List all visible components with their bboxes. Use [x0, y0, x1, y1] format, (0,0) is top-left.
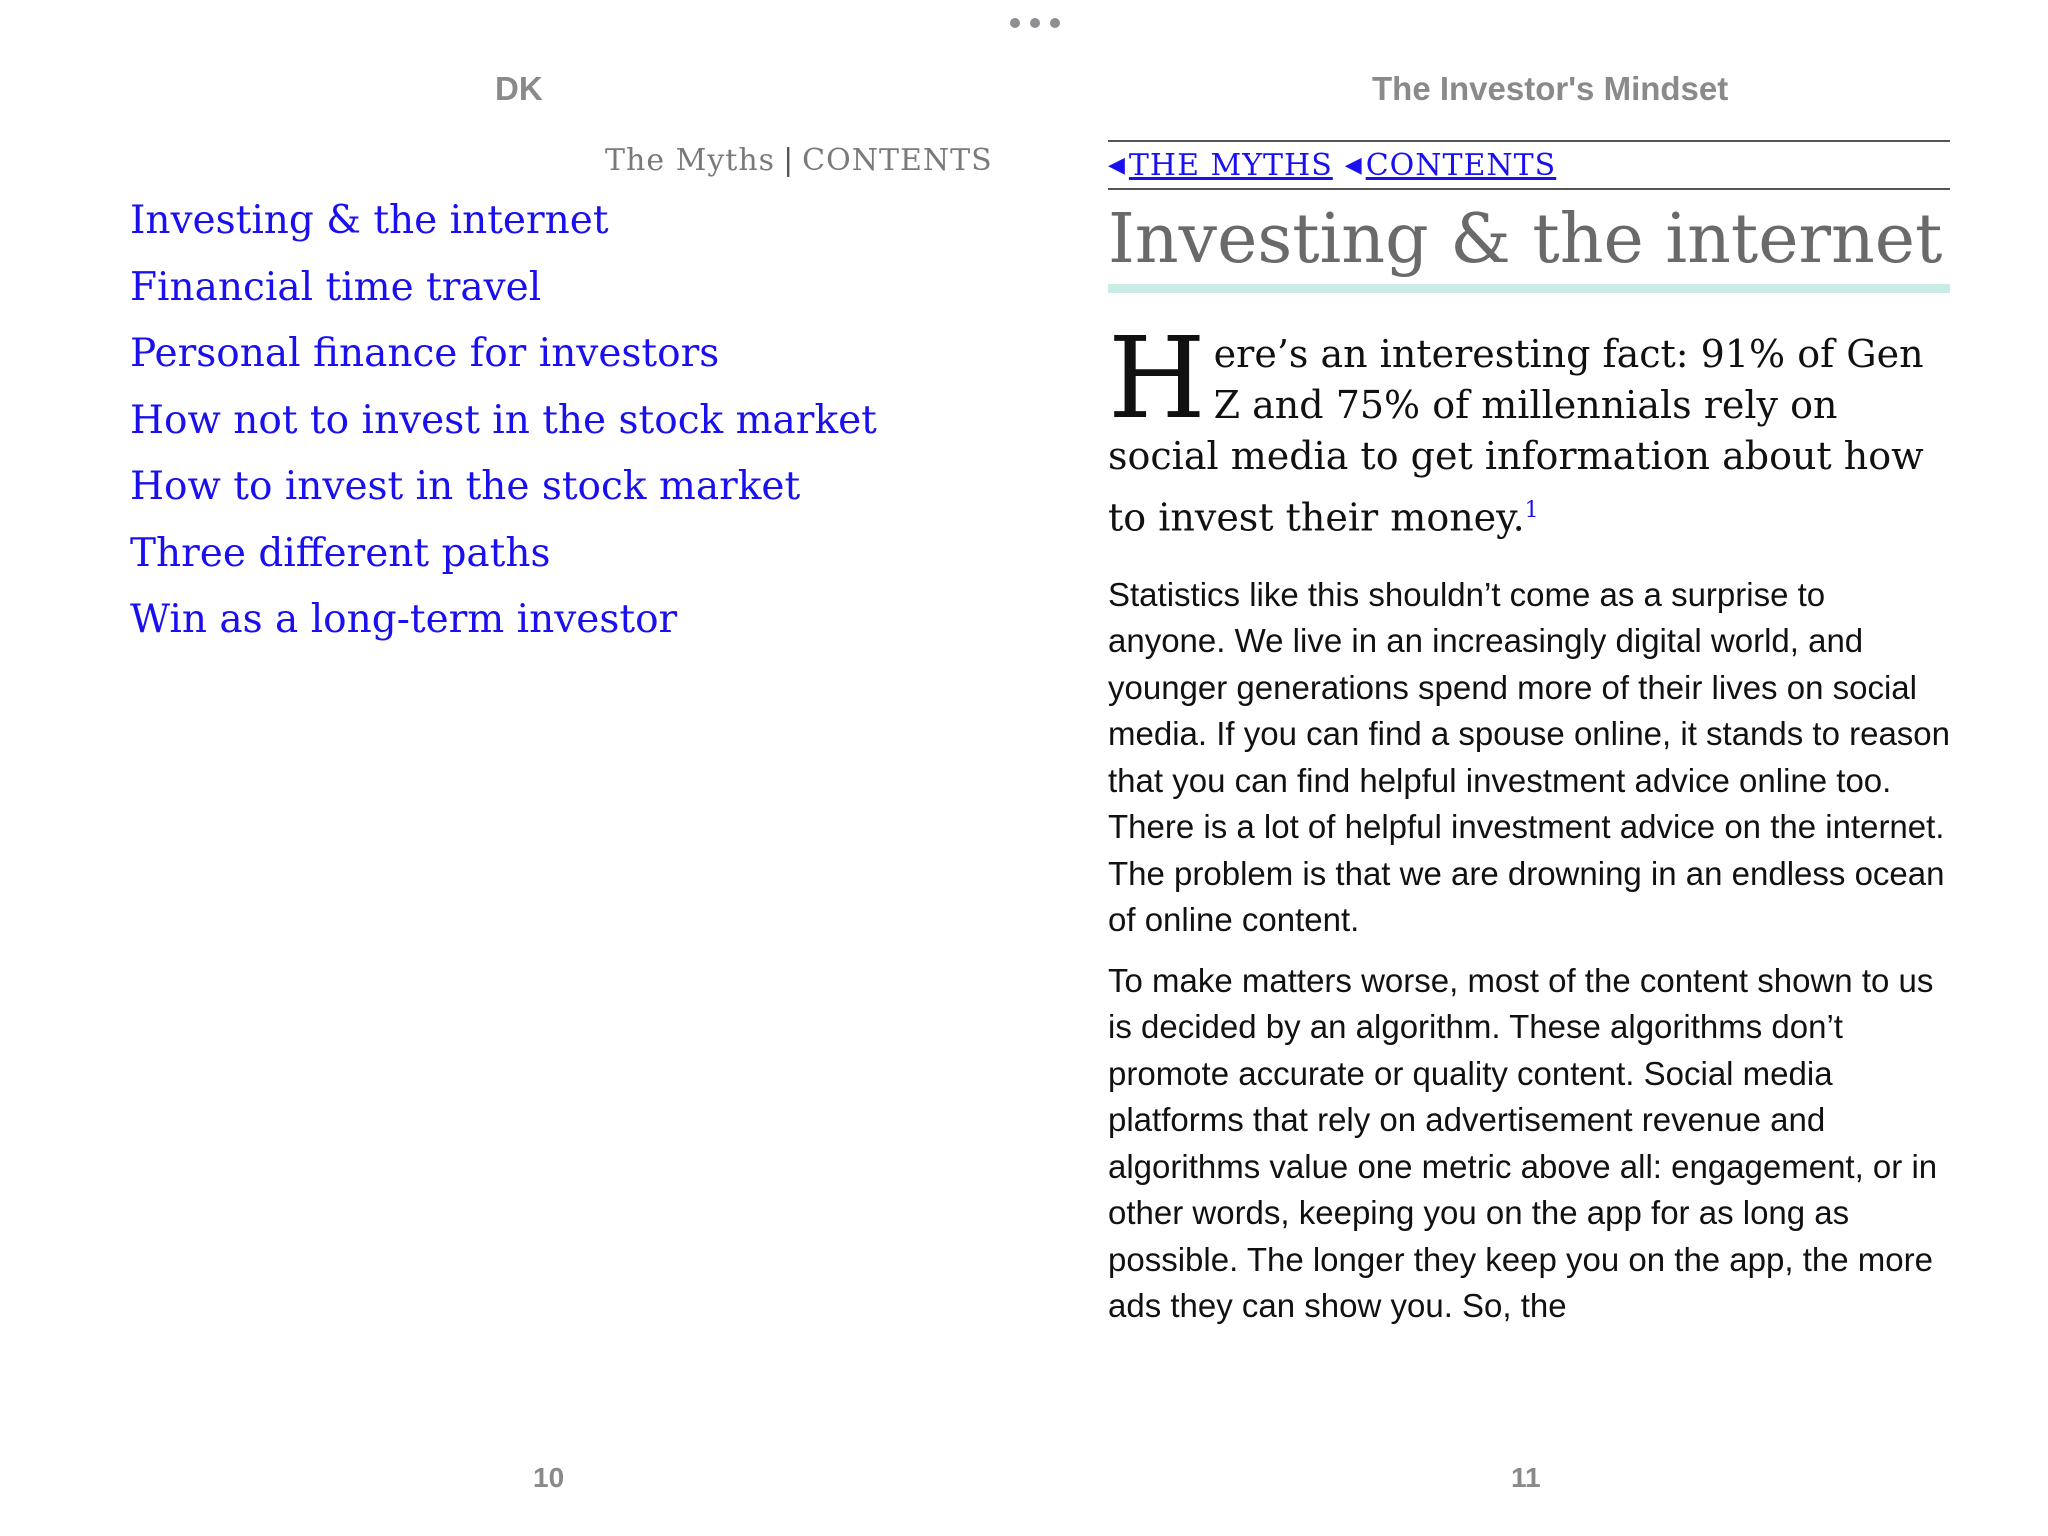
nav-link-contents[interactable]: CONTENTS — [1365, 147, 1557, 183]
toc-link-how-to-invest[interactable]: How to invest in the stock market — [130, 464, 801, 509]
back-triangle-icon: ◀ — [1344, 152, 1362, 178]
dot-icon — [1030, 18, 1040, 28]
chapter-page — [1108, 140, 1950, 1330]
toc-item — [130, 196, 1010, 263]
toc-item — [130, 263, 1010, 330]
page-number-right: 11 — [1511, 1462, 1541, 1493]
table-of-contents — [130, 196, 1010, 662]
breadcrumb-contents: CONTENTS — [802, 143, 993, 178]
toc-link-how-not-to-invest[interactable]: How not to invest in the stock market — [130, 397, 877, 443]
toc-link-three-paths[interactable]: Three different paths — [130, 530, 551, 576]
lead-text: ere’s an interesting fact: 91% of Gen Z and 75% of millennials rely on social media to get information about how to invest their money. — [1108, 332, 1924, 540]
dot-icon — [1010, 18, 1020, 28]
breadcrumb-separator: | — [783, 143, 795, 178]
toc-item — [130, 462, 1010, 529]
toc-link-long-term-investor[interactable]: Win as a long-term investor — [130, 597, 678, 642]
footnote-link[interactable]: 1 — [1524, 498, 1539, 523]
book-title-header: The Investor's Mindset — [1372, 70, 1729, 107]
toc-item — [130, 529, 1010, 596]
lead-paragraph — [1108, 314, 1950, 544]
more-options-handle[interactable] — [1010, 17, 1060, 29]
toc-link-personal-finance[interactable]: Personal finance for investors — [130, 331, 720, 376]
toc-item — [130, 595, 1010, 662]
page-number-left: 10 — [533, 1462, 565, 1493]
chapter-title: Investing & the internet — [1108, 200, 1950, 293]
footnote-marker — [1525, 489, 1539, 525]
chapter-nav-bar — [1108, 140, 1950, 190]
toc-link-investing-internet[interactable]: Investing & the internet — [130, 198, 609, 243]
book-author-header: DK — [495, 70, 543, 107]
drop-cap: H — [1108, 314, 1206, 444]
toc-item — [130, 396, 1010, 463]
toc-link-financial-time-travel[interactable]: Financial time travel — [130, 264, 542, 310]
dot-icon — [1050, 18, 1060, 28]
nav-link-the-myths[interactable]: THE MYTHS — [1128, 147, 1333, 183]
body-paragraph: To make matters worse, most of the content shown to us is decided by an algorithm. These algorithms don’t promote accurate or quality content. Social media platforms that rely on advertisement revenue and algorithms value one metric above all: engagement, or in other words, keeping you on the app for as long as possible. The longer they keep you on the app, the more ads they can show you. So, the — [1108, 961, 1938, 1325]
toc-item — [130, 329, 1010, 396]
breadcrumb-section: The Myths — [605, 143, 776, 178]
body-paragraph: Statistics like this shouldn’t come as a surprise to anyone. We live in an increasingly digital world, and younger generations spend more of their lives on social media. If you can find a spouse online, it stands to reason that you can find helpful investment advice online too. There is a lot of helpful investment advice on the internet. The problem is that we are drowning in an endless ocean of online content. — [1108, 575, 1951, 939]
toc-breadcrumb — [605, 143, 993, 178]
back-triangle-icon: ◀ — [1108, 152, 1125, 178]
